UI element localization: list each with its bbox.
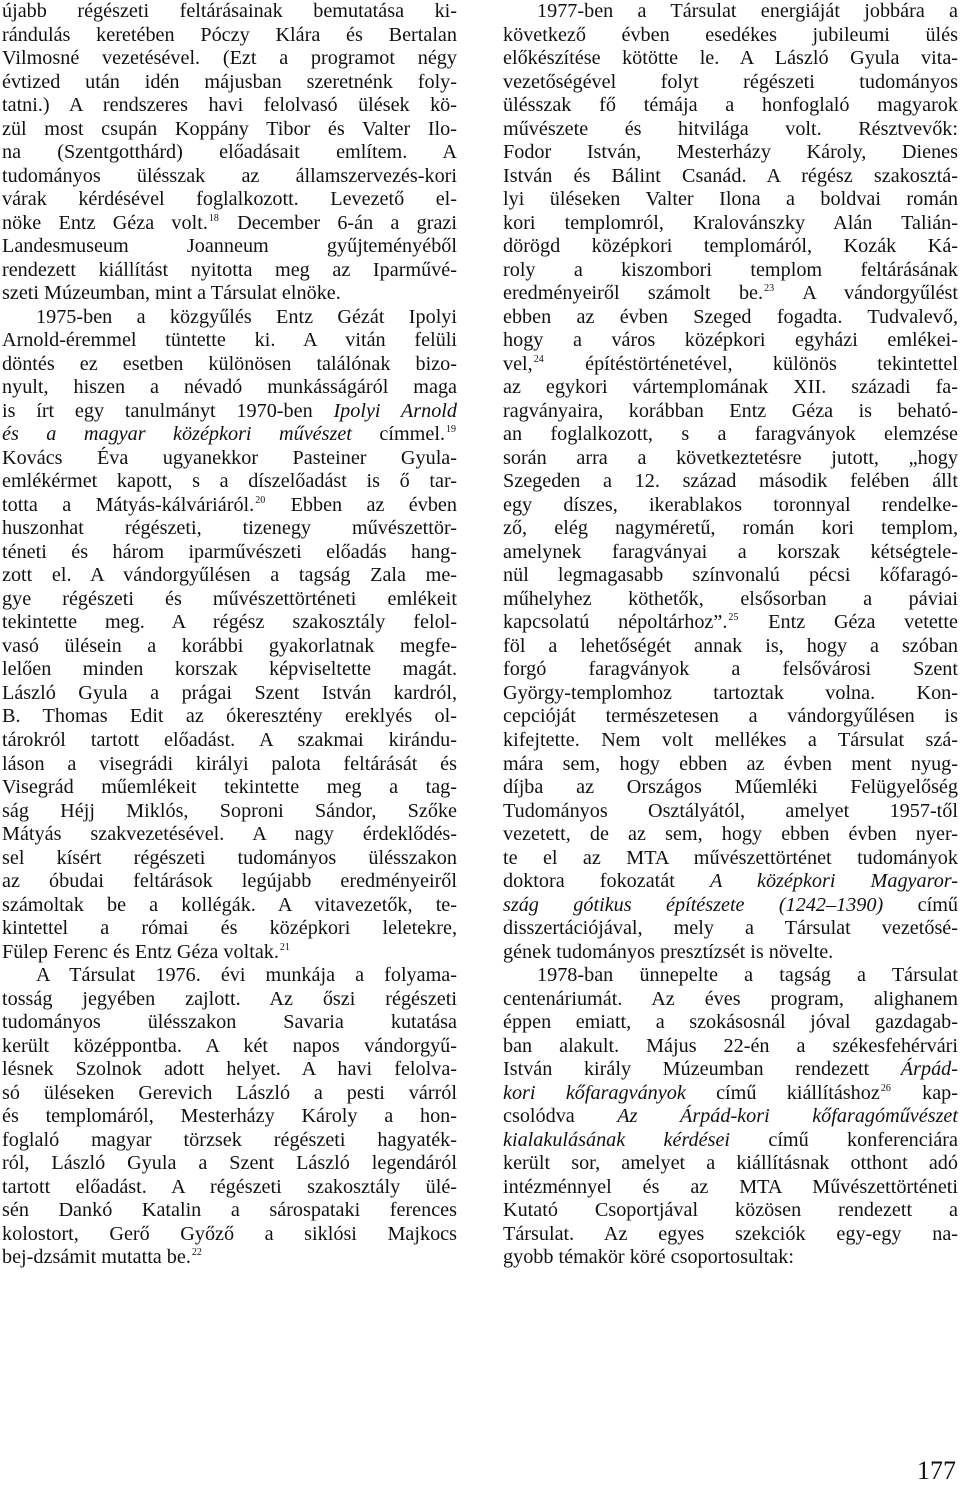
text-line: György-templomhoz tartoztak volna. Kon- xyxy=(503,681,958,704)
text-line xyxy=(503,1129,958,1153)
text-line: tárokról tartott előadást. A szakmai kirándu- xyxy=(2,728,457,751)
text-line: díjba az Országos Műemléki Felügyelőség xyxy=(503,776,958,799)
italic-title-text: Árpád- xyxy=(900,1058,958,1081)
text-line: disszertációjával, mely a Társulat vezetősé- xyxy=(503,917,958,940)
footnote-marker: 25 xyxy=(728,612,739,624)
text-line: intézménnyel és az MTA Művészettörténeti xyxy=(503,1175,958,1198)
italic-title-text: Ipolyi Arnold xyxy=(333,399,457,422)
text-line: az óbudai feltárások legújabb eredményeiről xyxy=(2,870,457,893)
text-line: sén Dankó Katalin a sárospataki ferences xyxy=(2,1199,457,1222)
footnote-marker: 23 xyxy=(764,283,775,295)
text-segment: című konferenciára xyxy=(730,1128,958,1151)
text-line: ülésszak fő témája a honfoglaló magyarok xyxy=(503,94,958,117)
text-line: Kutató Csoportjával közösen rendezett a xyxy=(503,1199,958,1222)
text-segment: címmel. xyxy=(351,423,445,446)
text-segment: kapcsolatú népoltárhoz”. xyxy=(503,611,728,634)
text-line: roly a kiszombori templom feltárásának xyxy=(503,258,958,281)
text-line: cepcióját természetesen a vándorgyűlésen is xyxy=(503,705,958,728)
footnote-marker: 26 xyxy=(880,1082,891,1094)
text-segment: bej-dzsámit mutatta be. xyxy=(2,1246,191,1269)
text-line: Arnold-éremmel tüntette ki. A vitán felüli xyxy=(2,329,457,352)
text-line: előkészítése kötötte le. A László Gyula vita- xyxy=(503,47,958,70)
text-line: zül most csupán Koppány Tibor és Valter Ilo- xyxy=(2,117,457,140)
text-line: került középpontba. A két napos vándorgyű- xyxy=(2,1034,457,1057)
text-line: tudományos ülésszakon Savaria kutatása xyxy=(2,1011,457,1034)
text-line xyxy=(2,423,457,447)
text-segment: totta a Mátyás-kálváriáról. xyxy=(2,493,255,516)
footnote-marker: 24 xyxy=(533,353,544,365)
text-line: Mátyás szakvezetésével. A nagy érdeklődés- xyxy=(2,823,457,846)
text-line: várak kérdésével foglalkozott. Levezető el- xyxy=(2,188,457,211)
text-segment: Fülep Ferenc és Entz Géza voltak. xyxy=(2,940,279,963)
right-text-column xyxy=(503,0,958,1270)
text-line: föl a lehetőségét annak is, hogy a szóban xyxy=(503,634,958,657)
text-line: tartott előadást. A régészeti szakosztály ülé- xyxy=(2,1175,457,1198)
text-line: tudományos ülésszak az államszervezés-kori xyxy=(2,164,457,187)
italic-title-text: A középkori Magyaror- xyxy=(709,870,958,893)
text-segment: doktora fokozatát xyxy=(503,870,710,893)
text-line: ző, elég nagyméretű, román kori templom, xyxy=(503,517,958,540)
text-line: tatni.) A rendszeres havi felolvasó ülések kö- xyxy=(2,94,457,117)
text-line: kori templomról, Kralovánszky Alán Talián- xyxy=(503,211,958,234)
text-line: 1975-ben a közgyűlés Entz Gézát Ipolyi xyxy=(36,305,457,328)
text-line: kifejtette. Nem volt mellékes a Társulat szá- xyxy=(503,728,958,751)
text-line: Vilmosné vezetésével. (Ezt a programot négy xyxy=(2,47,457,70)
text-line: szeti Múzeumban, mint a Társulat elnöke. xyxy=(2,282,341,305)
text-line: te el az MTA művészettörténet tudományok xyxy=(503,846,958,869)
text-line xyxy=(2,494,457,518)
text-segment: című kiállításhoz xyxy=(685,1081,880,1104)
page-number: 177 xyxy=(917,1456,956,1485)
text-line xyxy=(503,353,958,377)
text-line xyxy=(503,894,958,918)
text-line: 1978-ban ünnepelte a tagság a Társulat xyxy=(537,964,958,987)
text-segment: vel, xyxy=(503,352,533,375)
text-line: sel kísért régészeti tudományos ülésszakon xyxy=(2,846,457,869)
text-line: éppen emiatt, a szokásosnál jóval gazdagab- xyxy=(503,1011,958,1034)
text-line: lésnek Szolnok adott helyet. A havi felolva- xyxy=(2,1058,457,1081)
text-line: László Gyula a prágai Szent István kardról, xyxy=(2,681,457,704)
text-line: centenáriumát. Az éves program, alighanem xyxy=(503,987,958,1010)
text-segment: Ebben az évben xyxy=(266,493,457,516)
text-segment: építéstörténetével, különös tekintettel xyxy=(544,352,958,375)
text-segment: is írt egy tanulmányt 1970-ben xyxy=(2,399,334,422)
footnote-marker: 19 xyxy=(446,424,456,436)
text-line: kintettel a római és középkori leletekre, xyxy=(2,917,457,940)
text-line: Fodor István, Mesterházy Károly, Dienes xyxy=(503,141,958,164)
text-line: tekintette meg. A régész szakosztály felol- xyxy=(2,611,457,634)
text-line: zott el. A vándorgyűlésen a tagság Zala me- xyxy=(2,564,457,587)
footnote-marker: 22 xyxy=(191,1247,202,1259)
text-line: forgó faragványok a felsővárosi Szent xyxy=(503,658,958,681)
text-line: következő évben esedékes jubileumi ülés xyxy=(503,23,958,46)
text-line: B. Thomas Edit az ókeresztény ereklyés ol- xyxy=(2,705,457,728)
text-line xyxy=(503,611,958,635)
text-line: dörögd középkori templomáról, Kozák Ká- xyxy=(503,235,958,258)
text-line: Kovács Éva ugyanekkor Pasteiner Gyula- xyxy=(2,446,457,469)
text-line xyxy=(2,212,457,236)
text-line xyxy=(503,282,958,306)
text-line: na (Szentgotthárd) előadásait említem. A xyxy=(2,141,457,164)
text-segment: Entz Géza vetette xyxy=(739,611,958,634)
text-segment: nöke Entz Géza volt. xyxy=(2,211,208,234)
text-segment: December 6-án a grazi xyxy=(219,211,457,234)
text-line: hogy a város középkori egyházi emlékei- xyxy=(503,329,958,352)
footnote-marker: 21 xyxy=(279,941,290,953)
text-line: huszonhat régészeti, tizenegy művészettör- xyxy=(2,517,457,540)
text-line xyxy=(2,1246,457,1270)
text-line xyxy=(503,1105,958,1129)
text-segment: A vándorgyűlést xyxy=(775,282,958,305)
italic-title-text: szág gótikus építészete (1242–1390) xyxy=(503,893,884,916)
text-line: foglaló magyar törzsek régészeti hagyaték- xyxy=(2,1128,457,1151)
text-line: ebben az évben Szeged fogadta. Tudvalevő, xyxy=(503,305,958,328)
text-line: ról, László Gyula a Szent László legendáról xyxy=(2,1152,457,1175)
text-line: amelynek faragványai a korszak kétségtele- xyxy=(503,540,958,563)
text-line: A Társulat 1976. évi munkája a folyama- xyxy=(36,964,457,987)
text-line: és templomáról, Mesterházy Károly a hon- xyxy=(2,1105,457,1128)
text-line: an foglalkozott, s a faragványok elemzése xyxy=(503,423,958,446)
italic-title-text: kori kőfaragványok xyxy=(503,1081,686,1104)
text-line: emlékérmet kapott, s a díszelőadást is ő tar- xyxy=(2,470,457,493)
text-line: gének tudományos presztízsét is növelte. xyxy=(503,940,834,963)
text-segment: István király Múzeumban rendezett xyxy=(503,1058,901,1081)
text-line: döntés ez esetben különösen találónak bizo- xyxy=(2,352,457,375)
text-line: láson a visegrádi királyi palota feltárását és xyxy=(2,752,457,775)
text-line: évtized után idén májusban szeretnénk foly- xyxy=(2,70,457,93)
text-line: során arra a következtetésre jutott, „hogy xyxy=(503,446,958,469)
text-line xyxy=(2,941,457,965)
text-line: vezetőségével folyt régészeti tudományos xyxy=(503,70,958,93)
text-line: rándulás keretében Póczy Klára és Bertalan xyxy=(2,23,457,46)
text-line: nyult, hiszen a névadó munkásságáról maga xyxy=(2,376,457,399)
text-line: mára sem, hogy ebben az évben ment nyug- xyxy=(503,752,958,775)
text-line: újabb régészeti feltárásainak bemutatása ki- xyxy=(2,0,457,22)
italic-title-text: Az Árpád-kori kőfaragóművészet xyxy=(617,1105,958,1128)
text-line: 1977-ben a Társulat energiáját jobbára a xyxy=(537,0,958,22)
text-line: Tudományos Osztályától, amelyet 1957-től xyxy=(503,799,958,822)
text-line: számoltak be a kollégák. A vitavezetők, te- xyxy=(2,893,457,916)
text-line: lyi üléseken Valter Ilona a boldvai román xyxy=(503,188,958,211)
left-text-column xyxy=(2,0,457,1270)
text-line: Landesmuseum Joanneum gyűjteményéből xyxy=(2,235,457,258)
italic-title-text: és a magyar középkori művészet xyxy=(2,423,352,446)
text-line: István és Bálint Csanád. A régész szakosztá- xyxy=(503,164,958,187)
text-line: téneti és három iparművészeti előadás hang- xyxy=(2,540,457,563)
text-segment: eredményeiről számolt be. xyxy=(503,282,764,305)
text-line: só üléseken Gerevich László a pesti várról xyxy=(2,1081,457,1104)
text-line: ban alakult. Május 22-én a székesfehérvári xyxy=(503,1034,958,1057)
text-line: nül legmagasabb színvonalú pécsi kőfaragó- xyxy=(503,564,958,587)
text-line: gyobb témakör köré csoportosultak: xyxy=(503,1246,794,1269)
text-line xyxy=(503,1058,958,1082)
text-segment: kap- xyxy=(891,1081,958,1104)
italic-title-text: kialakulásának kérdései xyxy=(503,1128,731,1151)
text-line xyxy=(503,1082,958,1106)
text-line: rendezett kiállítást nyitotta meg az Iparművé- xyxy=(2,258,457,281)
text-line: az egykori vártemplomának XII. századi fa- xyxy=(503,376,958,399)
text-line: ság Héjj Miklós, Soproni Sándor, Szőke xyxy=(2,799,457,822)
text-line: vezetett, de az sem, hogy ebben évben nyer- xyxy=(503,823,958,846)
text-line: gye régészeti és művészettörténeti emlékeit xyxy=(2,587,457,610)
text-line: Szegeden a 12. század második felében állt xyxy=(503,470,958,493)
text-line: művészete és hitvilága volt. Résztvevők: xyxy=(503,117,958,140)
footnote-marker: 20 xyxy=(255,494,266,506)
text-line xyxy=(2,400,457,424)
text-segment: című xyxy=(883,893,958,916)
text-line: vasó ülésein a korábbi gyakorlatnak megfe- xyxy=(2,634,457,657)
text-line: Társulat. Az egyes szekciók egy-egy na- xyxy=(503,1222,958,1245)
text-line: kolostort, Gerő Győző a siklósi Majkocs xyxy=(2,1222,457,1245)
text-line: egy díszes, ikerablakos toronnyal rendelke- xyxy=(503,493,958,516)
text-segment: csolódva xyxy=(503,1105,618,1128)
text-line: ragványaira, korábban Entz Géza is beható- xyxy=(503,399,958,422)
text-line xyxy=(503,870,958,894)
text-line: tosság jegyében zajlott. Az őszi régészeti xyxy=(2,987,457,1010)
footnote-marker: 18 xyxy=(208,212,219,224)
text-line: műhelyhez köthetők, elsősorban a páviai xyxy=(503,587,958,610)
text-line: Visegrád műemlékeit tekintette meg a tag- xyxy=(2,776,457,799)
text-line: került sor, amelyet a kiállításnak otthont adó xyxy=(503,1152,958,1175)
text-line: lelően minden korszak képviseltette magát. xyxy=(2,658,457,681)
